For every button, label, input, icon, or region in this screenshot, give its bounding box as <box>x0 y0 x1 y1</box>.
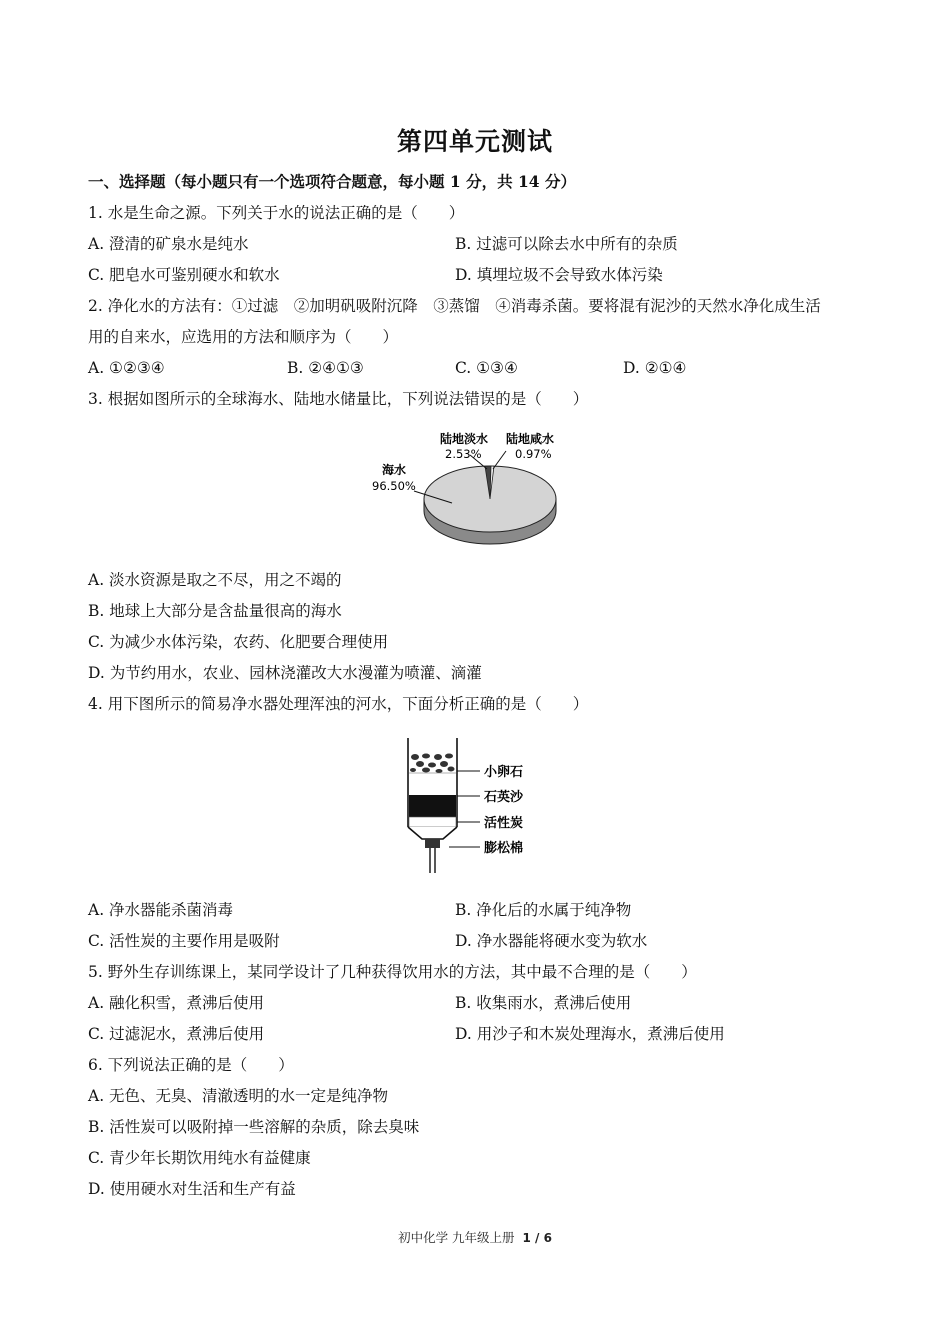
q5-option-a: A. 融化积雪，煮沸后使用 <box>88 994 265 1012</box>
q1-option-a: A. 澄清的矿泉水是纯水 <box>88 235 249 253</box>
cotton-layer <box>409 817 456 827</box>
footer-text: 初中化学 九年级上册 <box>398 1230 515 1245</box>
q1-option-b: B. 过滤可以除去水中所有的杂质 <box>455 235 678 253</box>
q3-option-b: B. 地球上大部分是含盐量很高的海水 <box>88 602 342 620</box>
q2-option-b: B. ②④①③ <box>287 359 364 377</box>
q2-option-a: A. ①②③④ <box>88 359 165 377</box>
label-sea-pct: 96.50% <box>372 479 416 493</box>
question-3-stem: 3. 根据如图所示的全球海水、陆地水储量比，下列说法错误的是（ ） <box>88 390 589 408</box>
label-salt-name: 陆地咸水 <box>506 432 555 446</box>
simple-water-purifier-diagram <box>400 735 560 877</box>
page-number: 1 / 6 <box>522 1231 552 1245</box>
activated-carbon-layer <box>409 795 456 817</box>
q3-option-a: A. 淡水资源是取之不尽，用之不竭的 <box>88 571 342 589</box>
label-sea-name: 海水 <box>382 463 407 477</box>
question-2-stem-line1: 2. 净化水的方法有：①过滤 ②加明矾吸附沉降 ③蒸馏 ④消毒杀菌。要将混有泥沙的天然水净化成生活 <box>88 297 821 315</box>
q5-option-d: D. 用沙子和木炭处理海水，煮沸后使用 <box>455 1025 725 1043</box>
label-fresh-name: 陆地淡水 <box>440 432 489 446</box>
question-2-stem-line2: 用的自来水，应选用的方法和顺序为（ ） <box>88 328 399 346</box>
label-pebbles: 小卵石 <box>484 765 524 780</box>
label-salt-pct: 0.97% <box>515 447 552 461</box>
section-heading: 一、选择题（每小题只有一个选项符合题意，每小题 1 分，共 14 分） <box>88 172 576 191</box>
q3-option-d: D. 为节约用水，农业、园林浇灌改大水漫灌为喷灌、滴灌 <box>88 664 482 682</box>
q1-option-c: C. 肥皂水可鉴别硬水和软水 <box>88 266 280 284</box>
q4-option-d: D. 净水器能将硬水变为软水 <box>455 932 648 950</box>
water-distribution-pie-chart <box>360 425 590 550</box>
question-5-stem: 5. 野外生存训练课上，某同学设计了几种获得饮用水的方法，其中最不合理的是（ ） <box>88 963 697 981</box>
question-6-stem: 6. 下列说法正确的是（ ） <box>88 1056 294 1074</box>
q1-option-d: D. 填埋垃圾不会导致水体污染 <box>455 266 663 284</box>
q6-option-c: C. 青少年长期饮用纯水有益健康 <box>88 1149 311 1167</box>
q5-option-c: C. 过滤泥水，煮沸后使用 <box>88 1025 265 1043</box>
page-footer <box>0 1228 950 1246</box>
q4-option-c: C. 活性炭的主要作用是吸附 <box>88 932 280 950</box>
q2-option-c: C. ①③④ <box>455 359 518 377</box>
q6-option-b: B. 活性炭可以吸附掉一些溶解的杂质，除去臭味 <box>88 1118 420 1136</box>
label-quartz-sand: 石英沙 <box>484 790 524 805</box>
label-cotton: 膨松棉 <box>484 841 524 856</box>
q4-option-b: B. 净化后的水属于纯净物 <box>455 901 632 919</box>
question-4-stem: 4. 用下图所示的简易净水器处理浑浊的河水，下面分析正确的是（ ） <box>88 695 589 713</box>
outlet-stopper <box>425 839 440 848</box>
q6-option-a: A. 无色、无臭、清澈透明的水一定是纯净物 <box>88 1087 389 1105</box>
question-1-stem: 1. 水是生命之源。下列关于水的说法正确的是（ ） <box>88 204 465 222</box>
q3-option-c: C. 为减少水体污染，农药、化肥要合理使用 <box>88 633 389 651</box>
q4-option-a: A. 净水器能杀菌消毒 <box>88 901 234 919</box>
q5-option-b: B. 收集雨水，煮沸后使用 <box>455 994 632 1012</box>
q2-option-d: D. ②①④ <box>623 359 687 377</box>
q6-option-d: D. 使用硬水对生活和生产有益 <box>88 1180 296 1198</box>
label-fresh-pct: 2.53% <box>445 447 482 461</box>
quartz-sand-layer <box>409 773 456 795</box>
page-title: 第四单元测试 <box>396 127 553 156</box>
label-activated-carbon: 活性炭 <box>484 816 524 831</box>
